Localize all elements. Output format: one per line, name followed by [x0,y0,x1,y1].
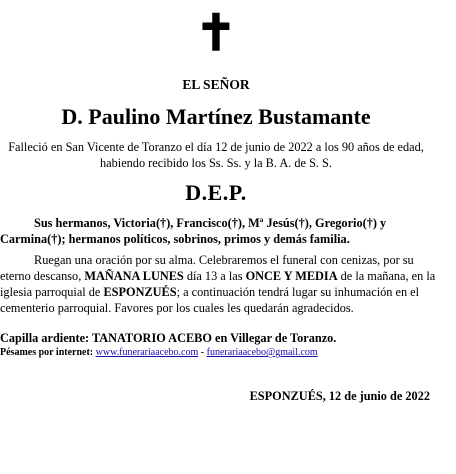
prayer-text-2: día 13 a las [183,269,246,283]
condolences-label: Pésames por internet: [0,347,96,358]
deceased-name: D. Paulino Martínez Bustamante [61,104,371,129]
family-text: Sus hermanos, Victoria(†), Francisco(†), Mª Jesús(†), Gregorio(†) y Carmina(†); hermanos políticos, sobrinos, primos y demás familia. [0,216,387,246]
dep-heading: D.E.P. [185,180,247,205]
title-label: EL SEÑOR [182,77,250,92]
death-notice-text: Falleció en San Vicente de Toranzo el día 12 de junio de 2022 a los 90 años de edad, habiendo recibido los Ss. Ss. y la B. A. de S. S. [8,140,424,170]
condolences-line [0,346,318,359]
prayer-text-1: Ruegan una oración por su alma. Celebraremos el funeral con cenizas, por su eterno descanso, [0,253,414,283]
prayer-when: MAÑANA LUNES [84,269,184,283]
prayer-paragraph [0,252,436,316]
prayer-time: ONCE Y MEDIA [245,269,338,283]
family-paragraph [0,215,440,247]
prayer-text-3: de la mañana, en la iglesia parroquial de [0,269,436,299]
website-link[interactable]: www.funerariaacebo.com [95,347,199,358]
link-separator: - [198,347,207,358]
prayer-place: ESPONZUÉS [103,285,177,299]
dateline: ESPONZUÉS, 12 de junio de 2022 [249,389,430,403]
prayer-text-4: ; a continuación tendrá lugar su inhumación en el cementerio parroquial. Favores por los cuales les quedarán agradecidos. [0,285,420,315]
email-link[interactable]: funerariaacebo@gmail.com [206,347,318,358]
chapel-line: Capilla ardiente: TANATORIO ACEBO en Villegar de Toranzo. [0,331,337,345]
cross-icon: ✝ [195,5,237,61]
